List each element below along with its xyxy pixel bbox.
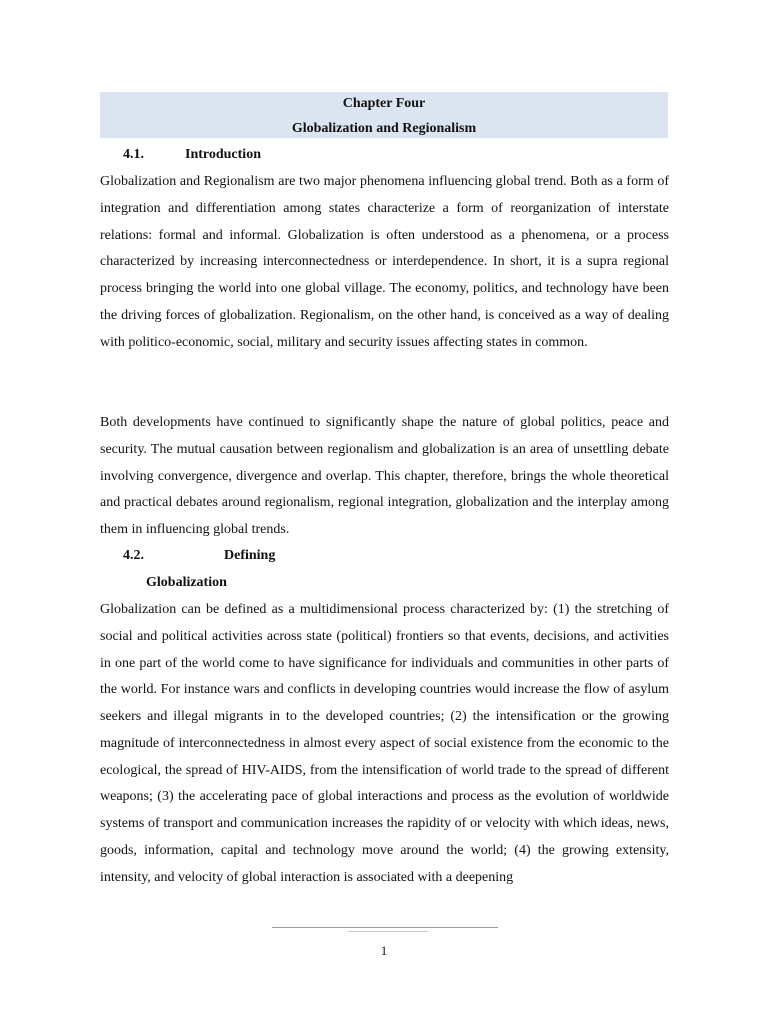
chapter-title: Globalization and Regionalism [291,121,477,136]
footer-divider-accent [348,931,428,932]
section-title: Introduction [185,147,261,162]
section-number: 4.2. [123,548,144,563]
chapter-title-banner [100,92,668,138]
page-number: 1 [380,943,388,958]
paragraph-developments: Both developments have continued to significantly shape the nature of global politics, peace and security. The mutual causation between regionalism and globalization is an area of unsettling debate involving convergence, divergence and overlap. This chapter, therefore, brings the whole theoretical and practical debates around regionalism, regional integration, globalization and the interplay among them in influencing global trends. [100,415,669,537]
paragraph-introduction: Globalization and Regionalism are two major phenomena influencing global trend. Both as a form of integration and differentiation among states characterize a form of reorganization of interstate relations: formal and informal. Globalization is often understood as a phenomena, or a process characterized by increasing interconnectedness or interdependence. In short, it is a supra regional process bringing the world into one global village. The economy, politics, and technology have been the driving forces of globalization. Regionalism, on the other hand, is conceived as a way of dealing with politico-economic, social, military and security issues affecting states in common. [100,174,669,350]
section-heading-4-2 [123,546,276,566]
section-subtitle: Globalization [146,575,227,590]
footer-divider [272,927,498,928]
chapter-number: Chapter Four [342,96,426,111]
section-title: Defining [224,548,276,563]
section-heading-4-1 [123,145,261,165]
section-number: 4.1. [123,147,144,162]
paragraph-definition: Globalization can be defined as a multidimensional process characterized by: (1) the stretching of social and political activities across state (political) frontiers so that events, decisions, and activities in one part of the world come to have significance for individuals and communities in other parts of the world. For instance wars and conflicts in developing countries would increase the flow of asylum seekers and illegal migrants in to the developed countries; (2) the intensification or the growing magnitude of interconnectedness in almost every aspect of social existence from the economic to the ecological, the spread of HIV-AIDS, from the intensification of world trade to the spread of different weapons; (3) the accelerating pace of global interactions and process as the evolution of worldwide systems of transport and communication increases the rapidity of or velocity with which ideas, news, goods, information, capital and technology move around the world; (4) the growing extensity, intensity, and velocity of global interaction is associated with a deepening [100,602,669,885]
